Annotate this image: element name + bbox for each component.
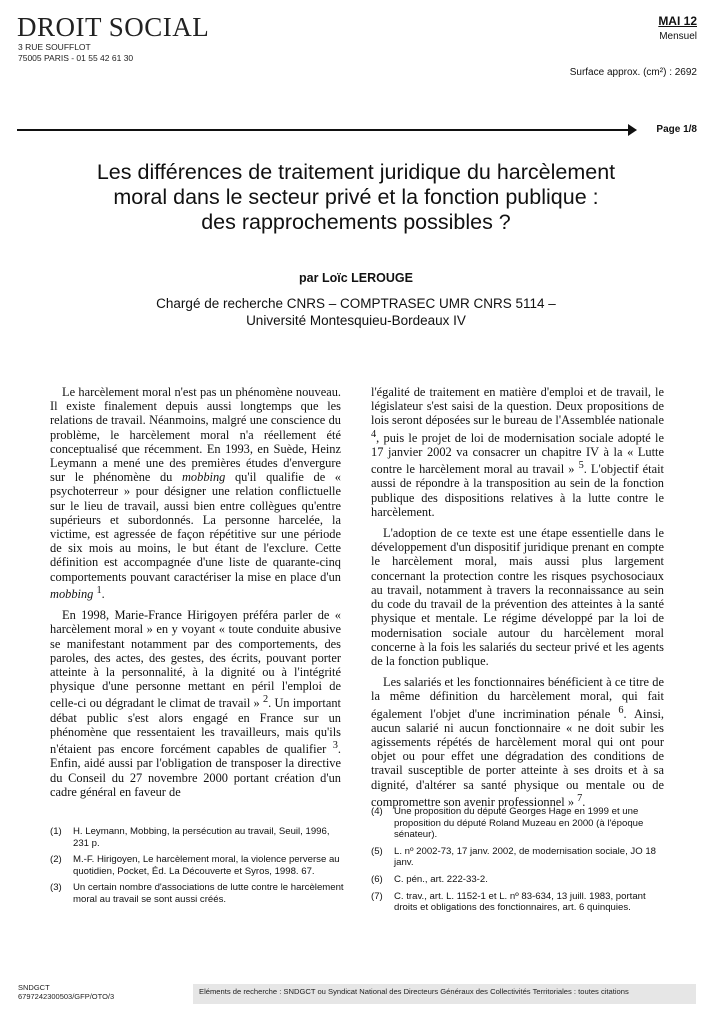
text-run: . Un important débat public s'est alors engagé en France sur un phénomène que ressentaient les travailleurs, mais qu'ils n'étaient pas encore forcément capables de qualifier — [50, 696, 341, 757]
footer-reference — [18, 983, 114, 1001]
footnote — [50, 882, 345, 905]
footer-search-bar — [193, 984, 696, 1004]
footnote — [50, 826, 345, 849]
author-name: LEROUGE — [351, 271, 413, 285]
footnote — [371, 891, 664, 914]
text-run: . L'objectif était aussi de répondre à la transposition au sein de la fonction publique des dispositions relatives à la lutte contre le harcèlement. — [371, 462, 664, 519]
page-number: Page 1/8 — [656, 124, 697, 135]
footnote — [371, 806, 664, 841]
paragraph — [371, 385, 664, 519]
title-line-2: moral dans le secteur privé et la fonction publique : — [113, 185, 599, 209]
search-terms-note: Eléments de recherche : SNDGCT ou Syndicat National des Directeurs Généraux des Collectivités Territoriales : toutes citations — [199, 987, 629, 996]
footnote-number: (4) — [371, 806, 383, 817]
text-run: , puis le projet de loi de modernisation sociale adopté le 17 janvier 2002 va consacrer un chapitre IV à la « Lutte contre le harcèlement moral au travail » — [371, 430, 664, 477]
footnote-ref: 7 — [577, 792, 583, 804]
title-line-1: Les différences de traitement juridique du harcèlement — [96, 160, 616, 184]
article-title — [40, 160, 672, 235]
text-run: . — [582, 794, 586, 809]
footnote-ref: 6 — [618, 704, 624, 716]
text-run: l'égalité de traitement en matière d'emploi et de travail, le législateur s'est saisi de la question. Deux propositions de lois seront déposées sur le bureau de l'Assemblée nationale — [371, 385, 664, 428]
body-column-left — [50, 385, 341, 806]
footnote — [50, 854, 345, 877]
footnote-text: H. Leymann, Mobbing, la persécution au travail, Seuil, 1996, 231 p. — [73, 826, 330, 849]
publication-masthead: DROIT SOCIAL — [17, 12, 210, 42]
footnote-number: (3) — [50, 882, 62, 894]
footnote-ref: 4 — [371, 428, 377, 440]
footer-org: SNDGCT — [18, 983, 50, 992]
paragraph — [371, 675, 664, 809]
text-run: . Ainsi, aucun salarié ni aucun fonctionnaire « ne doit subir les agissements répétés de harcèlement moral qui ont pour objet ou pour effet une dégradation des conditions de travail susceptible de porter atteinte à ses droits et à sa dignité, d'altérer sa santé physique ou mentale ou de compromettre son avenir professionnel » — [371, 706, 664, 809]
address-line-2: 75005 PARIS - 01 55 42 61 30 — [18, 53, 134, 63]
footer-ref-code: 6797242300503/GFP/OTO/3 — [18, 992, 115, 1001]
text-run: . Enfin, aidé aussi par l'obligation de transposer la directive du Conseil du 27 novembre 2000 portant création d'un cadre général en faveur de — [50, 742, 341, 799]
text-run: Le harcèlement moral n'est pas un phénomène nouveau. Il existe finalement depuis aussi longtemps que les relations de travail. Néanmoins, malgré une conscience du problème, le harcèlement moral n'a réellement été conceptualisé que récemment. En 1993, en Suède, Heinz Leymann a mené une des premières études d'envergure sur le phénomène du — [50, 385, 341, 485]
footnote-number: (6) — [371, 873, 383, 885]
paragraph: L'adoption de ce texte est une étape essentielle dans le développement d'un dispositif juridique prenant en compte le harcèlement moral, mais aussi plus largement concernant la protection contre les risques psychosociaux au travail, notamment à travers la reconnaissance au sein du code du travail de la prévention des atteintes à la santé physique et mentale. Le régime développé par la loi de modernisation sociale autour du harcèlement moral concerne à la fois les salariés du secteur privé et les agents de la fonction publique. — [371, 526, 664, 668]
footnote-number: (1) — [50, 826, 62, 837]
text-run: . — [101, 586, 105, 601]
paragraph — [50, 608, 341, 799]
paragraph — [50, 385, 341, 601]
text-run: qu'il qualifie de « psychoterreur » pour désigner une relation conflictuelle sur le lieu de travail, aussi bien entre collègues qu'entre supérieurs et subordonnés. La personne harcelée, la victime, est agressée de façon répétitive sur une période de six mois au moins, le but étant de l'exclure. Cette définition est accompagnée d'une liste de quarante-cinq comportements pouvant caractériser la mise en place d'un — [50, 470, 341, 584]
author-affiliation — [40, 295, 672, 329]
italic-term: mobbing — [50, 586, 94, 601]
byline-prefix: par Loïc — [299, 271, 352, 285]
footnote-ref: 2 — [262, 694, 269, 706]
footnote-text: Une proposition du député Georges Hage en 1999 et une proposition du député Roland Muzeau en 2000 (à l'époque sénateur). — [394, 806, 644, 841]
footnote-number: (7) — [371, 890, 383, 902]
footnote-text: M.-F. Hirigoyen, Le harcèlement moral, la violence perverse au quotidien, Pocket, Éd. La Découverte et Syros, 1998. 67. — [73, 854, 340, 877]
issue-frequency: Mensuel — [659, 31, 697, 42]
footnote-text: L. nº 2002-73, 17 janv. 2002, de modernisation sociale, JO 18 janv. — [394, 845, 656, 869]
text-run: En 1998, Marie-France Hirigoyen préféra parler de « harcèlement moral » en y voyant « toute conduite abusive se manifestant notamment par des comportements, des paroles, des actes, des gestes, des écrits, pouvant porter atteinte à la personnalité, à la dignité ou à l'intégrité physique d'une personne mettant en péril l'emploi de celle-ci ou dégradant le climat de travail » — [50, 608, 341, 711]
affiliation-line-2: Université Montesquieu-Bordeaux IV — [246, 313, 466, 328]
title-line-3: des rapprochements possibles ? — [201, 210, 511, 234]
footnotes-left — [50, 826, 345, 911]
footnote-ref: 3 — [332, 740, 338, 752]
author-byline — [40, 271, 672, 285]
footnote-ref: 5 — [578, 460, 584, 472]
italic-term: mobbing — [181, 470, 226, 485]
footnote-text: C. pén., art. 222-33-2. — [394, 873, 488, 885]
address-line-1: 3 RUE SOUFFLOT — [18, 42, 91, 52]
footnote — [371, 846, 664, 869]
issue-date: MAI 12 — [658, 14, 697, 28]
publication-address — [18, 42, 133, 64]
footnote-text: C. trav., art. L. 1152-1 et L. nº 83-634, 13 juill. 1983, portant droits et obligations des fonctionnaires, art. 6 quinquies. — [394, 890, 646, 914]
footnote-number: (5) — [371, 845, 383, 857]
body-column-right — [371, 385, 664, 816]
surface-area: Surface approx. (cm²) : 2692 — [569, 67, 697, 78]
footnote — [371, 874, 664, 886]
header-divider — [17, 129, 631, 131]
footnotes-right — [371, 806, 664, 919]
footnote-ref: 1 — [96, 584, 102, 596]
affiliation-line-1: Chargé de recherche CNRS – COMPTRASEC UMR CNRS 5114 – — [156, 296, 556, 311]
text-run: Les salariés et les fonctionnaires bénéficient à ce titre de la même définition du harcèlement moral, qui fait également l'objet d'une incrimination pénale — [371, 675, 664, 721]
footnote-text: Un certain nombre d'associations de lutte contre le harcèlement moral au travail se sont aussi créés. — [73, 882, 344, 905]
divider-arrow-icon — [628, 124, 637, 136]
footnote-number: (2) — [50, 854, 62, 866]
